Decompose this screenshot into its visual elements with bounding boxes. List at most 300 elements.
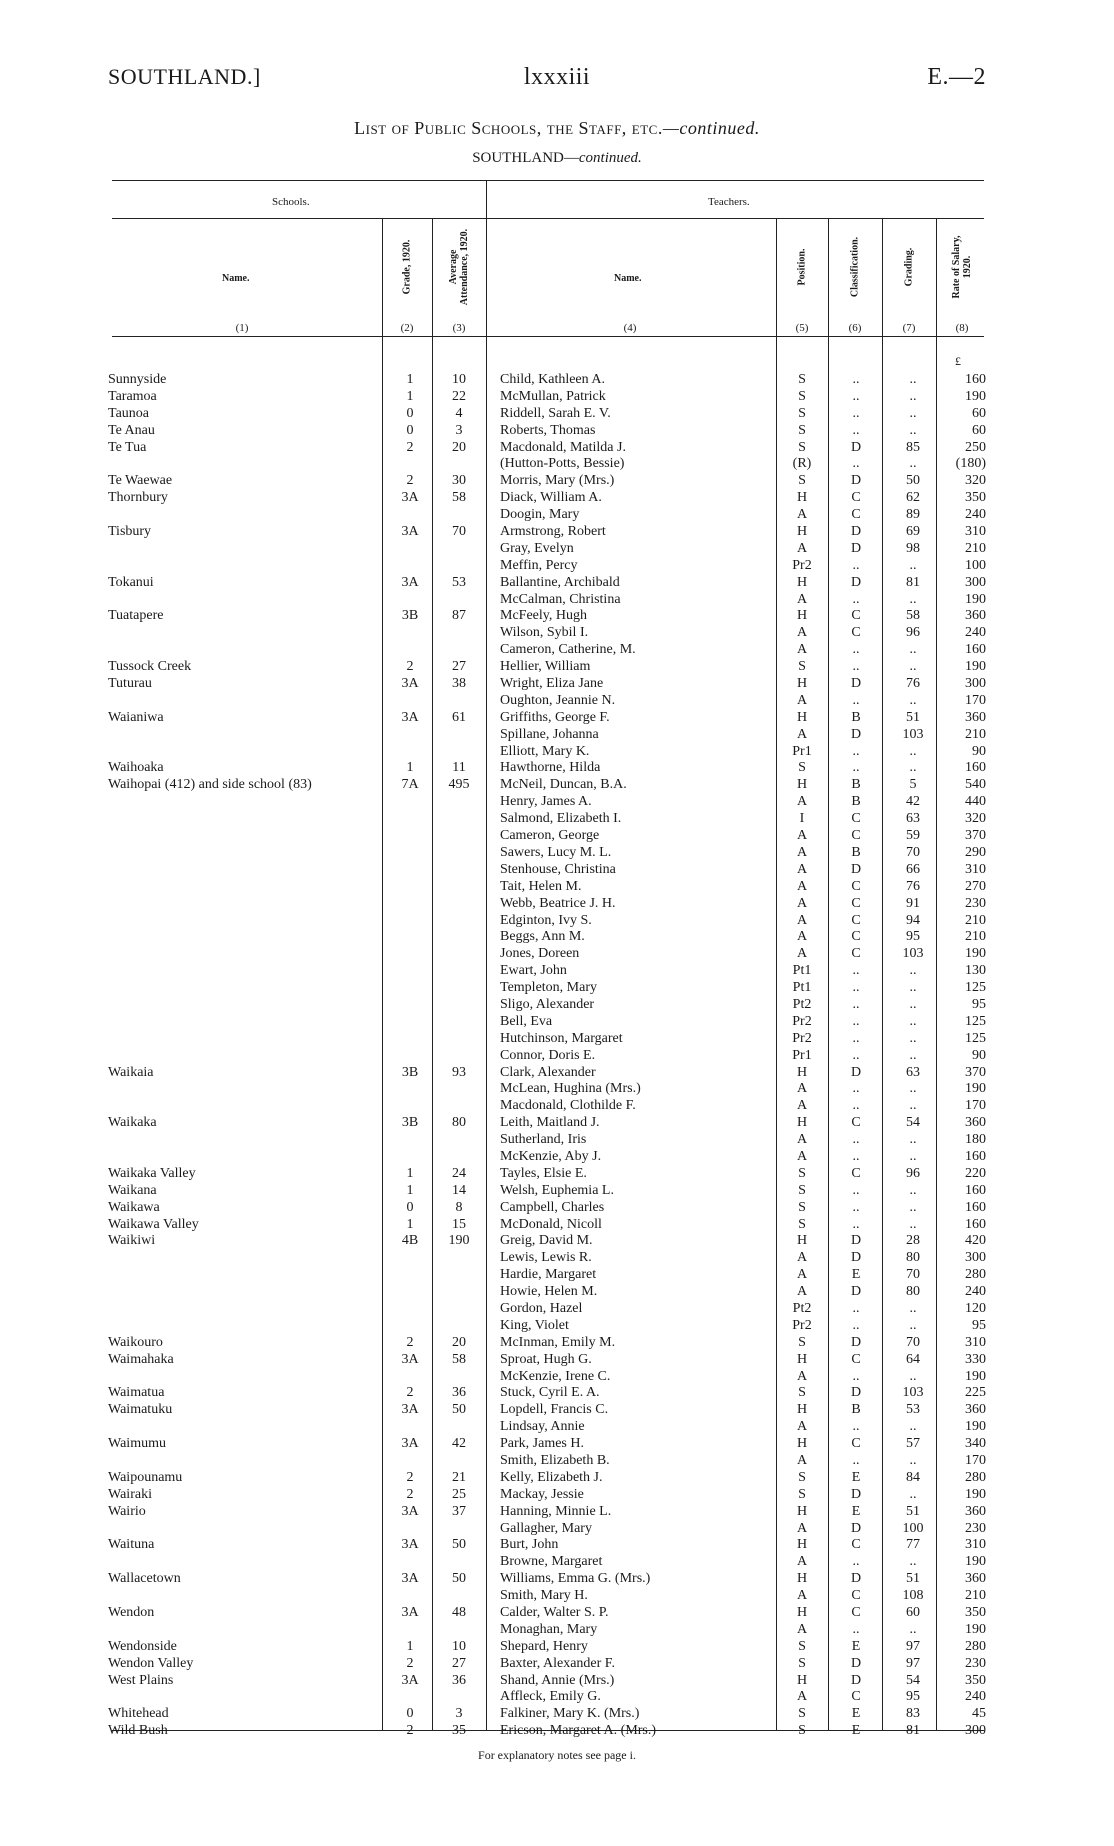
teacher-name: Stuck, Cyril E. A. xyxy=(500,1385,600,1401)
teacher-name: Mackay, Jessie xyxy=(500,1486,584,1502)
teacher-position: S xyxy=(798,1182,806,1198)
col-number-2: (2) xyxy=(400,322,414,334)
teacher-position: A xyxy=(796,1621,808,1637)
table-row xyxy=(0,828,1114,845)
teacher-name: Welsh, Euphemia L. xyxy=(500,1182,614,1198)
teacher-name: Campbell, Charles xyxy=(500,1199,605,1215)
teacher-salary: 190 xyxy=(965,659,986,675)
school-grade: 3A xyxy=(401,1605,419,1621)
teacher-position: H xyxy=(796,490,808,506)
teacher-name: McFeely, Hugh xyxy=(500,608,587,624)
school-grade: 1 xyxy=(406,1638,414,1654)
school-name: Wild Bush xyxy=(108,1723,168,1739)
teacher-name: Smith, Elizabeth B. xyxy=(500,1453,610,1468)
teacher-salary: 120 xyxy=(965,1300,986,1316)
teacher-classification: D xyxy=(850,1520,862,1536)
teacher-grading: 100 xyxy=(902,1520,924,1536)
teacher-name: Burt, John xyxy=(500,1537,559,1553)
teacher-classification: B xyxy=(851,709,861,725)
school-name: Waianiwa xyxy=(108,709,164,725)
school-name: Wallacetown xyxy=(108,1571,181,1587)
school-attendance: 61 xyxy=(452,709,466,725)
table-row xyxy=(0,1656,1114,1673)
teacher-grading: 95 xyxy=(906,1689,920,1705)
school-name: Waikiwi xyxy=(108,1233,156,1249)
school-attendance: 14 xyxy=(452,1182,466,1198)
teacher-position: H xyxy=(796,1351,808,1367)
school-attendance: 50 xyxy=(452,1402,466,1418)
table-top-rule xyxy=(112,180,984,181)
teacher-grading: 76 xyxy=(906,878,920,894)
school-grade: 2 xyxy=(406,1385,414,1401)
school-attendance: 87 xyxy=(452,608,466,624)
teacher-grading: .. xyxy=(909,1098,917,1114)
teacher-name: Morris, Mary (Mrs.) xyxy=(500,473,615,489)
teacher-name: Ballantine, Archibald xyxy=(500,574,620,590)
teacher-grading: 51 xyxy=(906,1503,920,1519)
teacher-salary: 250 xyxy=(965,439,986,455)
teacher-name: Clark, Alexander xyxy=(500,1064,596,1080)
school-name: West Plains xyxy=(108,1672,174,1688)
teacher-classification: B xyxy=(851,794,861,810)
table-row xyxy=(0,625,1114,642)
table-row xyxy=(0,760,1114,777)
table-row xyxy=(0,1166,1114,1183)
table-row xyxy=(0,1250,1114,1267)
teacher-classification: .. xyxy=(852,388,860,404)
teacher-position: H xyxy=(796,574,808,590)
teacher-salary: 90 xyxy=(972,743,986,759)
teacher-salary: 160 xyxy=(965,372,986,387)
teacher-name: Gordon, Hazel xyxy=(500,1300,583,1316)
teacher-classification: C xyxy=(851,625,861,641)
teacher-salary: 190 xyxy=(965,946,986,962)
teacher-classification: .. xyxy=(852,963,860,979)
teacher-salary: 320 xyxy=(965,473,986,489)
school-attendance: 50 xyxy=(452,1571,466,1587)
teacher-salary: 420 xyxy=(965,1233,986,1249)
table-row xyxy=(0,1115,1114,1132)
teacher-classification: .. xyxy=(852,1013,860,1029)
teacher-salary: 160 xyxy=(965,1199,986,1215)
teacher-salary: 130 xyxy=(965,963,986,979)
teacher-position: S xyxy=(798,1486,806,1502)
teacher-position: A xyxy=(796,591,808,607)
teacher-position: A xyxy=(796,540,808,556)
teacher-name: Ericson, Margaret A. (Mrs.) xyxy=(500,1723,657,1739)
table-row xyxy=(0,862,1114,879)
table-row xyxy=(0,1470,1114,1487)
teacher-classification: C xyxy=(851,1165,861,1181)
teacher-classification: .. xyxy=(852,557,860,573)
teacher-classification: C xyxy=(851,929,861,945)
teacher-salary: 210 xyxy=(965,1588,986,1604)
teacher-classification: D xyxy=(850,1672,862,1688)
col-number-7: (7) xyxy=(902,322,916,334)
teacher-position: H xyxy=(796,1233,808,1249)
school-grade: 2 xyxy=(406,659,414,675)
teacher-name: McCalman, Christina xyxy=(500,591,621,607)
school-name: Waikawa Valley xyxy=(108,1216,199,1232)
teacher-salary: 370 xyxy=(965,1064,986,1080)
teacher-classification: .. xyxy=(852,1317,860,1333)
teacher-position: A xyxy=(796,1284,808,1300)
schools-table-body xyxy=(0,372,1114,1740)
teacher-classification: .. xyxy=(852,1554,860,1570)
school-name: Waikana xyxy=(108,1182,157,1198)
footer-note: For explanatory notes see page i. xyxy=(478,1748,636,1762)
teacher-salary: 310 xyxy=(965,524,986,540)
table-row xyxy=(0,794,1114,811)
teacher-grading: 103 xyxy=(902,946,924,962)
school-attendance: 4 xyxy=(455,405,463,421)
teacher-name: Wilson, Sybil I. xyxy=(500,625,589,641)
teacher-position: S xyxy=(798,760,806,776)
teacher-name: King, Violet xyxy=(500,1317,569,1333)
school-grade: 7A xyxy=(401,777,419,793)
table-row xyxy=(0,997,1114,1014)
teacher-salary: 60 xyxy=(972,405,986,421)
school-attendance: 42 xyxy=(452,1436,466,1452)
school-grade: 1 xyxy=(406,388,414,404)
school-attendance: 58 xyxy=(452,1351,466,1367)
teacher-classification: .. xyxy=(852,1621,860,1637)
teacher-name: Child, Kathleen A. xyxy=(500,372,605,387)
teacher-salary: 230 xyxy=(965,1655,986,1671)
teacher-classification: .. xyxy=(852,372,860,387)
teacher-position: A xyxy=(796,895,808,911)
currency-symbol: £ xyxy=(955,354,961,368)
table-row xyxy=(0,1588,1114,1605)
school-name: Tuatapere xyxy=(108,608,164,624)
teacher-grading: 28 xyxy=(906,1233,920,1249)
table-row xyxy=(0,1098,1114,1115)
school-name: Waikaia xyxy=(108,1064,154,1080)
teacher-position: A xyxy=(796,642,808,658)
teacher-grading: .. xyxy=(909,1419,917,1435)
table-row xyxy=(0,946,1114,963)
school-attendance: 80 xyxy=(452,1115,466,1131)
teacher-classification: C xyxy=(851,1605,861,1621)
col-number-1: (1) xyxy=(235,322,249,334)
teacher-classification: D xyxy=(850,1284,862,1300)
school-grade: 3A xyxy=(401,1672,419,1688)
teacher-position: A xyxy=(796,1689,808,1705)
teacher-classification: .. xyxy=(852,1148,860,1164)
teacher-grading: 96 xyxy=(906,625,920,641)
teacher-name: McKenzie, Irene C. xyxy=(500,1368,611,1384)
teacher-classification: C xyxy=(851,490,861,506)
table-row xyxy=(0,1571,1114,1588)
teacher-grading: 81 xyxy=(906,574,920,590)
school-name: Te Tua xyxy=(108,439,147,455)
col-header-grading-label: Grading. xyxy=(903,247,915,287)
school-name: Waimatuku xyxy=(108,1402,173,1418)
teacher-salary: 240 xyxy=(965,1284,986,1300)
teacher-name: Connor, Doris E. xyxy=(500,1047,596,1063)
teacher-position: S xyxy=(798,1469,806,1485)
teacher-salary: 90 xyxy=(972,1047,986,1063)
school-name: Waimumu xyxy=(108,1436,166,1452)
table-row xyxy=(0,490,1114,507)
school-name: Taramoa xyxy=(108,388,157,404)
teacher-name: Leith, Maitland J. xyxy=(500,1115,600,1131)
table-row xyxy=(0,558,1114,575)
school-name: Tussock Creek xyxy=(108,659,192,675)
teacher-grading: 62 xyxy=(906,490,920,506)
table-row xyxy=(0,1504,1114,1521)
teacher-salary: 210 xyxy=(965,929,986,945)
teacher-name: Smith, Mary H. xyxy=(500,1588,588,1604)
teacher-position: A xyxy=(796,692,808,708)
table-row xyxy=(0,676,1114,693)
teacher-position: A xyxy=(796,1554,808,1570)
teacher-salary: 360 xyxy=(965,1503,986,1519)
teacher-salary: 310 xyxy=(965,861,986,877)
teacher-name: Cameron, Catherine, M. xyxy=(500,642,636,658)
teacher-position: (R) xyxy=(792,456,812,472)
teacher-position: A xyxy=(796,1368,808,1384)
teacher-classification: .. xyxy=(852,692,860,708)
teacher-classification: C xyxy=(851,1436,861,1452)
teacher-salary: 300 xyxy=(965,1250,986,1266)
teacher-classification: B xyxy=(851,1402,861,1418)
school-grade: 0 xyxy=(406,1706,414,1722)
teacher-position: A xyxy=(796,1588,808,1604)
school-grade: 3A xyxy=(401,676,419,692)
teacher-position: A xyxy=(796,929,808,945)
teacher-classification: D xyxy=(850,676,862,692)
teacher-salary: 360 xyxy=(965,1571,986,1587)
teacher-grading: .. xyxy=(909,1368,917,1384)
teacher-name: Falkiner, Mary K. (Mrs.) xyxy=(500,1706,640,1722)
teacher-position: A xyxy=(796,912,808,928)
teacher-salary: 190 xyxy=(965,1486,986,1502)
table-row xyxy=(0,1267,1114,1284)
teacher-grading: 89 xyxy=(906,507,920,523)
teacher-classification: .. xyxy=(852,591,860,607)
table-row xyxy=(0,456,1114,473)
teacher-name: Baxter, Alexander F. xyxy=(500,1655,615,1671)
school-name: Wairaki xyxy=(108,1486,152,1502)
teacher-position: H xyxy=(796,1402,808,1418)
teacher-salary: 370 xyxy=(965,828,986,844)
teacher-name: McKenzie, Aby J. xyxy=(500,1148,602,1164)
teacher-grading: 66 xyxy=(906,861,920,877)
teacher-salary: 225 xyxy=(965,1385,986,1401)
teacher-grading: 59 xyxy=(906,828,920,844)
table-row xyxy=(0,963,1114,980)
teacher-name: McLean, Hughina (Mrs.) xyxy=(500,1081,641,1097)
teacher-grading: .. xyxy=(909,1300,917,1316)
col-header-grading xyxy=(889,222,929,312)
school-name: Wendon xyxy=(108,1605,155,1621)
teacher-grading: .. xyxy=(909,456,917,472)
table-row xyxy=(0,608,1114,625)
teacher-position: S xyxy=(798,1385,806,1401)
teacher-salary: 190 xyxy=(965,1621,986,1637)
teacher-name: Griffiths, George F. xyxy=(500,709,610,725)
teacher-grading: 103 xyxy=(902,726,924,742)
teacher-classification: .. xyxy=(852,659,860,675)
teacher-position: S xyxy=(798,1334,806,1350)
table-row xyxy=(0,1453,1114,1470)
teacher-classification: C xyxy=(851,946,861,962)
table-row xyxy=(0,1487,1114,1504)
teacher-grading: .. xyxy=(909,1199,917,1215)
teacher-grading: .. xyxy=(909,1030,917,1046)
teacher-classification: .. xyxy=(852,1419,860,1435)
col-header-position xyxy=(782,222,822,312)
teacher-classification: C xyxy=(851,912,861,928)
teacher-salary: 300 xyxy=(965,676,986,692)
teacher-salary: 280 xyxy=(965,1638,986,1654)
col-header-position-label: Position. xyxy=(796,248,808,286)
school-name: Wendon Valley xyxy=(108,1655,194,1671)
teacher-name: Affleck, Emily G. xyxy=(500,1689,601,1705)
school-name: Thornbury xyxy=(108,490,168,506)
teacher-name: Lindsay, Annie xyxy=(500,1419,585,1435)
group-header-rule xyxy=(112,218,984,219)
teacher-salary: 220 xyxy=(965,1165,986,1181)
teacher-name: Diack, William A. xyxy=(500,490,602,506)
teacher-name: Sligo, Alexander xyxy=(500,996,595,1012)
school-attendance: 25 xyxy=(452,1486,466,1502)
teacher-classification: C xyxy=(851,1588,861,1604)
col-header-grade xyxy=(387,222,427,312)
teacher-salary: 440 xyxy=(965,794,986,810)
school-name: Waikawa xyxy=(108,1199,160,1215)
teacher-salary: 170 xyxy=(965,1453,986,1468)
teacher-grading: 63 xyxy=(906,811,920,827)
table-row xyxy=(0,1065,1114,1082)
school-name: Waihopai (412) and side school (83) xyxy=(108,777,312,793)
teacher-grading: 103 xyxy=(902,1385,924,1401)
teacher-position: S xyxy=(798,388,806,404)
school-attendance: 21 xyxy=(452,1469,466,1485)
school-name: Wendonside xyxy=(108,1638,177,1654)
teacher-name: Hellier, William xyxy=(500,659,591,675)
teacher-grading: 60 xyxy=(906,1605,920,1621)
school-name: Waimatua xyxy=(108,1385,165,1401)
teacher-classification: E xyxy=(851,1638,861,1654)
teacher-grading: .. xyxy=(909,557,917,573)
school-attendance: 30 xyxy=(452,473,466,489)
teacher-name: Hutchinson, Margaret xyxy=(500,1030,623,1046)
teacher-position: S xyxy=(798,659,806,675)
teacher-grading: 5 xyxy=(909,777,917,793)
table-row xyxy=(0,541,1114,558)
school-grade: 3B xyxy=(401,1064,419,1080)
school-grade: 3A xyxy=(401,524,419,540)
teacher-grading: 94 xyxy=(906,912,920,928)
teacher-name: Gray, Evelyn xyxy=(500,540,574,556)
teacher-salary: 125 xyxy=(965,980,986,996)
school-grade: 2 xyxy=(406,473,414,489)
school-attendance: 37 xyxy=(452,1503,466,1519)
teacher-grading: .. xyxy=(909,743,917,759)
table-row xyxy=(0,1673,1114,1690)
page-number: lxxxiii xyxy=(523,64,591,90)
teacher-grading: 81 xyxy=(906,1723,920,1739)
school-name: Waikouro xyxy=(108,1334,163,1350)
teacher-position: A xyxy=(796,1453,808,1468)
school-grade: 2 xyxy=(406,1723,414,1739)
table-row xyxy=(0,879,1114,896)
table-row xyxy=(0,1081,1114,1098)
teacher-name: Lewis, Lewis R. xyxy=(500,1250,592,1266)
teacher-name: Gallagher, Mary xyxy=(500,1520,592,1536)
teacher-classification: .. xyxy=(852,422,860,438)
teacher-grading: 51 xyxy=(906,1571,920,1587)
teacher-salary: 95 xyxy=(972,996,986,1012)
column-header-rule xyxy=(112,336,984,337)
teacher-name: Roberts, Thomas xyxy=(500,422,596,438)
school-attendance: 36 xyxy=(452,1672,466,1688)
school-attendance: 93 xyxy=(452,1064,466,1080)
teacher-salary: 300 xyxy=(965,574,986,590)
teacher-name: Templeton, Mary xyxy=(500,980,597,996)
teacher-classification: C xyxy=(851,828,861,844)
teacher-classification: B xyxy=(851,844,861,860)
school-attendance: 495 xyxy=(448,777,470,793)
school-grade: 1 xyxy=(406,372,414,387)
teacher-classification: C xyxy=(851,608,861,624)
school-grade: 3A xyxy=(401,1436,419,1452)
table-row xyxy=(0,1723,1114,1740)
teacher-name: Greig, David M. xyxy=(500,1233,593,1249)
teacher-salary: 280 xyxy=(965,1469,986,1485)
school-name: Te Anau xyxy=(108,422,155,438)
teacher-classification: D xyxy=(850,1571,862,1587)
school-attendance: 48 xyxy=(452,1605,466,1621)
teacher-position: A xyxy=(796,828,808,844)
school-attendance: 38 xyxy=(452,676,466,692)
table-row xyxy=(0,1605,1114,1622)
teacher-classification: D xyxy=(850,1385,862,1401)
teacher-position: A xyxy=(796,507,808,523)
teacher-grading: 70 xyxy=(906,1334,920,1350)
school-name: Whitehead xyxy=(108,1706,169,1722)
teacher-grading: 96 xyxy=(906,1165,920,1181)
table-row xyxy=(0,1402,1114,1419)
teacher-position: Pt2 xyxy=(792,996,812,1012)
teacher-name: Lopdell, Francis C. xyxy=(500,1402,609,1418)
table-row xyxy=(0,811,1114,828)
teacher-name: Elliott, Mary K. xyxy=(500,743,590,759)
teacher-salary: 310 xyxy=(965,1334,986,1350)
teacher-salary: 45 xyxy=(972,1706,986,1722)
teacher-grading: .. xyxy=(909,591,917,607)
table-row xyxy=(0,507,1114,524)
teacher-position: A xyxy=(796,1132,808,1148)
school-grade: 2 xyxy=(406,1486,414,1502)
teacher-position: S xyxy=(798,1655,806,1671)
teacher-classification: .. xyxy=(852,1081,860,1097)
school-name: Waituna xyxy=(108,1537,155,1553)
teacher-position: A xyxy=(796,625,808,641)
group-header-schools: Schools. xyxy=(272,196,310,208)
teacher-classification: D xyxy=(850,1334,862,1350)
school-grade: 1 xyxy=(406,1182,414,1198)
teacher-grading: .. xyxy=(909,1486,917,1502)
school-grade: 3A xyxy=(401,1503,419,1519)
teacher-salary: 100 xyxy=(965,557,986,573)
teacher-salary: 350 xyxy=(965,1672,986,1688)
teacher-classification: D xyxy=(850,473,862,489)
school-attendance: 11 xyxy=(452,760,466,776)
col-number-3: (3) xyxy=(452,322,466,334)
